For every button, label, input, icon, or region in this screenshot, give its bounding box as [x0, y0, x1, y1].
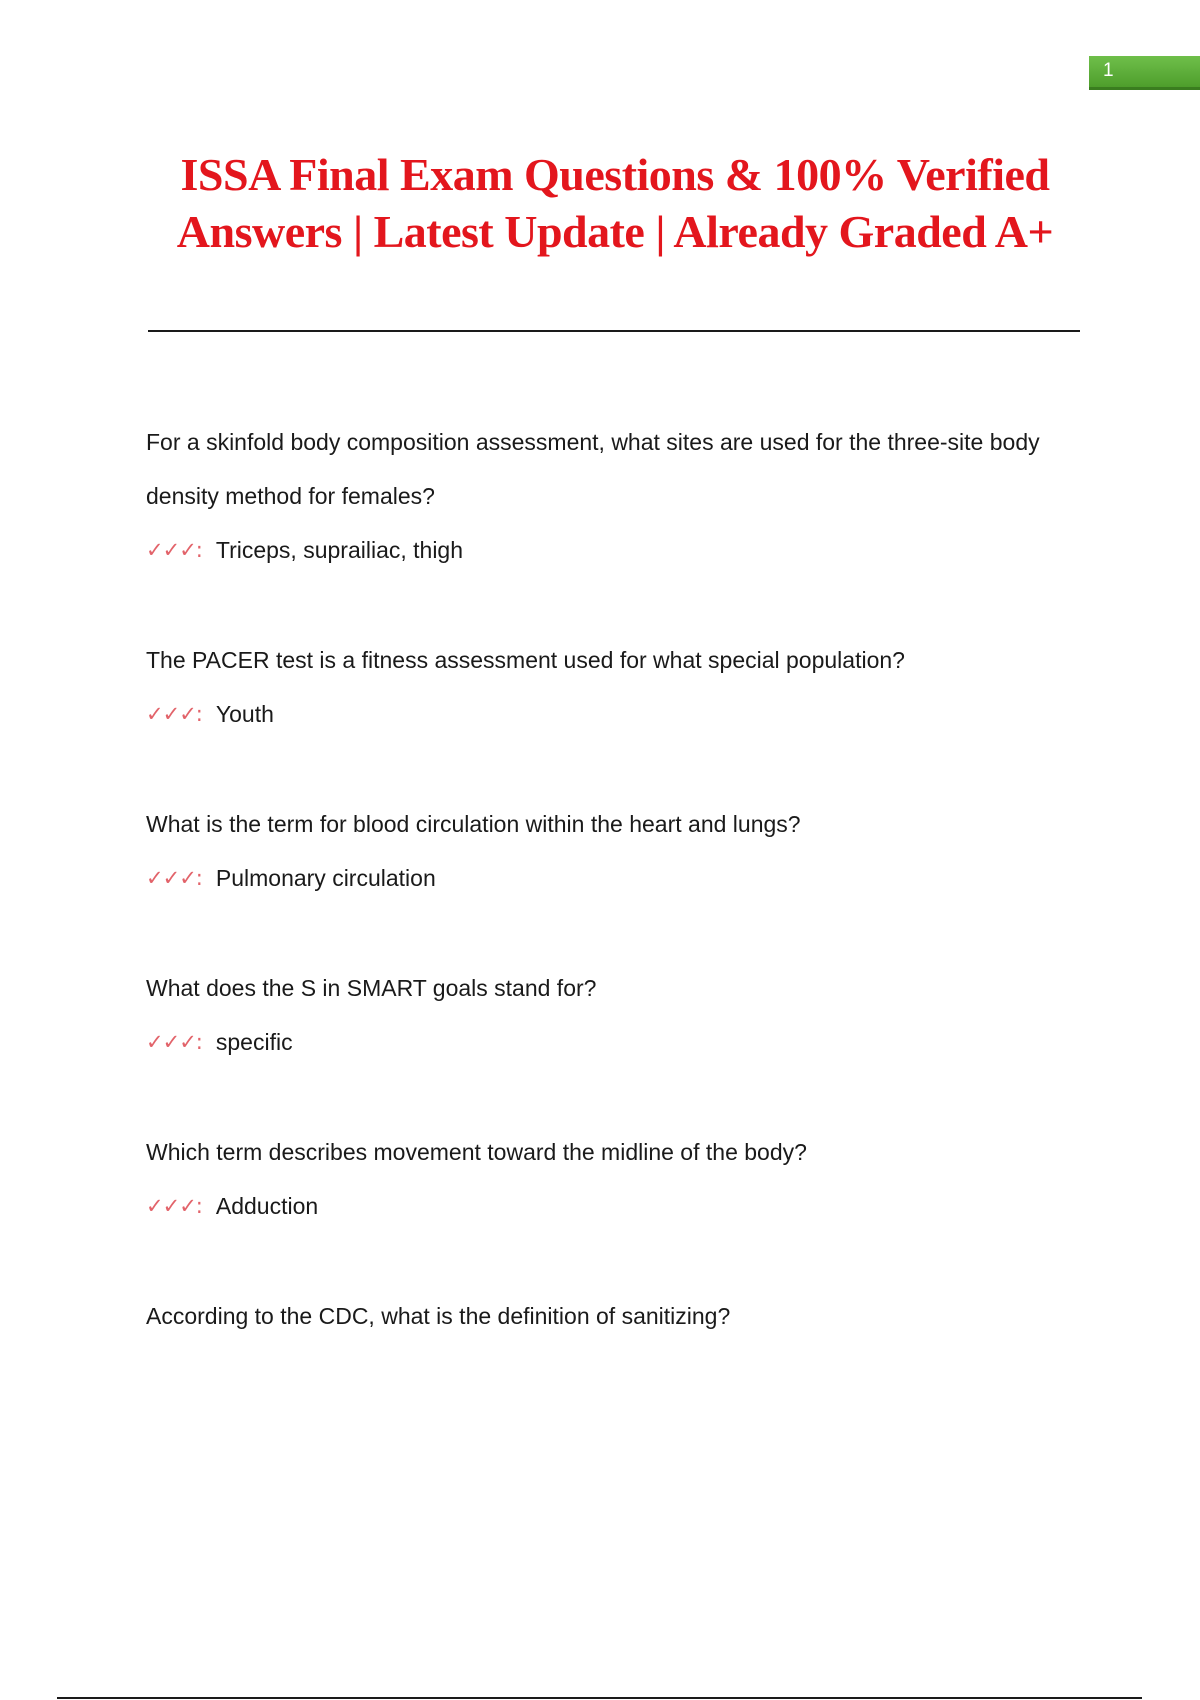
answer-text: specific: [215, 1029, 293, 1055]
question-text: According to the CDC, what is the definition of sanitizing?: [146, 1303, 731, 1329]
triple-check-icon: ✓✓✓:: [146, 702, 202, 726]
answer-text: Triceps, suprailiac, thigh: [215, 537, 464, 563]
question-text: What is the term for blood circulation within the heart and lungs?: [146, 811, 801, 837]
answer-row: [146, 525, 1096, 575]
answer-row: [146, 1181, 1096, 1231]
triple-check-icon: ✓✓✓:: [146, 866, 202, 890]
question-text: The PACER test is a fitness assessment used for what special population?: [146, 647, 905, 673]
page-number-badge: 1: [1089, 56, 1200, 90]
footer-divider: [57, 1697, 1142, 1699]
answer-text: Pulmonary circulation: [215, 865, 436, 891]
triple-check-icon: ✓✓✓:: [146, 1030, 202, 1054]
qa-item: [146, 1125, 1096, 1231]
qa-item: [146, 797, 1096, 903]
answer-text: Youth: [215, 701, 274, 727]
qa-item: [146, 633, 1096, 739]
answer-text: Adduction: [215, 1193, 319, 1219]
triple-check-icon: ✓✓✓:: [146, 538, 202, 562]
qa-item: [146, 961, 1096, 1067]
answer-row: [146, 1017, 1096, 1067]
qa-list: [146, 415, 1096, 1401]
answer-row: [146, 853, 1096, 903]
triple-check-icon: ✓✓✓:: [146, 1194, 202, 1218]
question-text: For a skinfold body composition assessment, what sites are used for the three-site body density method for females?: [146, 429, 1040, 509]
qa-item: [146, 1289, 1096, 1343]
answer-row: [146, 689, 1096, 739]
question-text: What does the S in SMART goals stand for?: [146, 975, 597, 1001]
question-text: Which term describes movement toward the midline of the body?: [146, 1139, 807, 1165]
qa-item: [146, 415, 1096, 575]
document-title: ISSA Final Exam Questions & 100% Verified Answers | Latest Update | Already Graded A+: [176, 149, 1054, 257]
title-divider: [148, 330, 1080, 332]
